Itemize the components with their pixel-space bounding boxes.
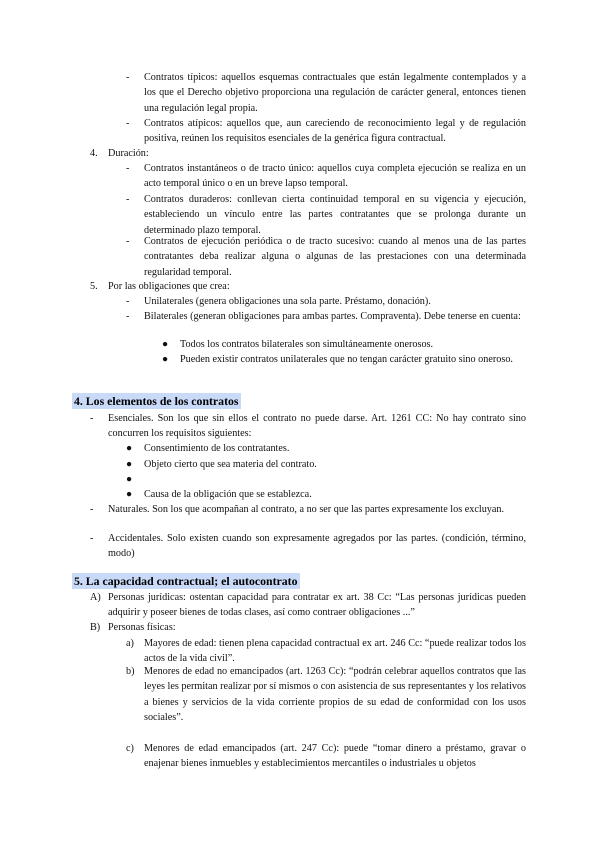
list-letter: A) [90,592,101,603]
paragraph-menores-emancipados: Menores de edad emancipados (art. 247 Cc): puede “tomar dinero a préstamo, gravar o enajenar bienes inmuebles y establecimientos mercantiles o industriales u objetos [144,743,526,770]
dot-bullet: ● [126,443,133,454]
list-letter: B) [90,622,101,633]
dash-bullet: - [126,296,130,307]
dash-bullet: - [126,236,130,247]
list-letter: b) [126,666,135,677]
paragraph-personas-fisicas: Personas físicas: [108,622,176,633]
dot-bullet: ● [162,354,169,365]
dot-bullet: ● [162,339,169,350]
dot-bullet: ● [126,489,133,500]
list-item-title: Por las obligaciones que crea: [108,281,230,292]
paragraph-menores-no-emancipados: Menores de edad no emancipados (art. 1263 Cc): “podrán celebrar aquellos contratos que las leyes les permitan realizar por sí mismos o con asistencia de sus representantes y los relativos a bienes y servicios de la vida corriente propios de su edad de conformidad con los usos sociales”. [144,666,526,724]
paragraph-bilaterales: Bilaterales (generan obligaciones para ambas partes. Compraventa). Debe tenerse en cuenta: [144,311,521,322]
paragraph-contratos-instantaneos: Contratos instantáneos o de tracto único: aquellos cuya completa ejecución se realiza en un acto temporal único o en un breve lapso temporal. [144,163,526,190]
paragraph-naturales: Naturales. Son los que acompañan al contrato, a no ser que las partes expresamente los excluyan. [108,504,505,515]
dash-bullet: - [90,413,94,424]
dash-bullet: - [126,118,130,129]
paragraph-unilaterales: Unilaterales (genera obligaciones una sola parte. Préstamo, donación). [144,296,431,307]
dash-bullet: - [90,504,94,515]
section-heading: 4. Los elementos de los contratos [72,393,241,409]
paragraph-contratos-atipicos: Contratos atípicos: aquellos que, aun careciendo de reconocimiento legal y de regulación positiva, reúnen los requisitos esenciales de la genérica figura contractual. [144,118,526,145]
dash-bullet: - [126,163,130,174]
paragraph-contratos-periodica: Contratos de ejecución periódica o de tracto sucesivo: cuando al menos una de las partes contratantes deba realizar alguna o algunas de las prestaciones con una determinada regularidad temporal. [144,236,526,278]
dot-bullet: ● [126,474,133,485]
dash-bullet: - [90,533,94,544]
dash-bullet: - [126,311,130,322]
note-unilaterales-onerosos: Pueden existir contratos unilaterales que no tengan carácter gratuito sino oneroso. [180,354,513,365]
section-heading: 5. La capacidad contractual; el autocontrato [72,573,300,589]
list-letter: c) [126,743,134,754]
paragraph-mayores-edad: Mayores de edad: tienen plena capacidad contractual ex art. 246 Cc: “puede realizar todos los actos de la vida civil”. [144,638,526,665]
list-item-title: Duración: [108,148,149,159]
list-number: 4. [90,148,98,159]
requirement-item: Objeto cierto que sea materia del contrato. [144,459,317,470]
paragraph-esenciales: Esenciales. Son los que sin ellos el contrato no puede darse. Art. 1261 CC: No hay contrato sino concurren los requisitos siguientes: [108,413,526,440]
dash-bullet: - [126,194,130,205]
dash-bullet: - [126,72,130,83]
list-letter: a) [126,638,134,649]
paragraph-personas-juridicas: Personas jurídicas: ostentan capacidad para contratar ex art. 38 Cc: “Las personas jurídicas pueden adquirir y poseer bienes de todas clases, así como contraer obligaciones ...” [108,592,526,619]
paragraph-contratos-duraderos: Contratos duraderos: conllevan cierta continuidad temporal en su vigencia y ejecución, estableciendo un vínculo entre las partes contratantes que se prolonga durante un determinado plazo temporal. [144,194,526,236]
paragraph-contratos-tipicos: Contratos típicos: aquellos esquemas contractuales que están legalmente contemplados y a los que el Derecho objetivo proporciona una regulación de carácter general, entonces tienen una regulación legal propia. [144,72,526,114]
paragraph-accidentales: Accidentales. Solo existen cuando son expresamente agregados por las partes. (condición, término, modo) [108,533,526,560]
note-bilaterales-onerosos: Todos los contratos bilaterales son simultáneamente onerosos. [180,339,434,350]
dot-bullet: ● [126,459,133,470]
list-number: 5. [90,281,98,292]
requirement-item: Causa de la obligación que se establezca. [144,489,312,500]
requirement-item: Consentimiento de los contratantes. [144,443,290,454]
